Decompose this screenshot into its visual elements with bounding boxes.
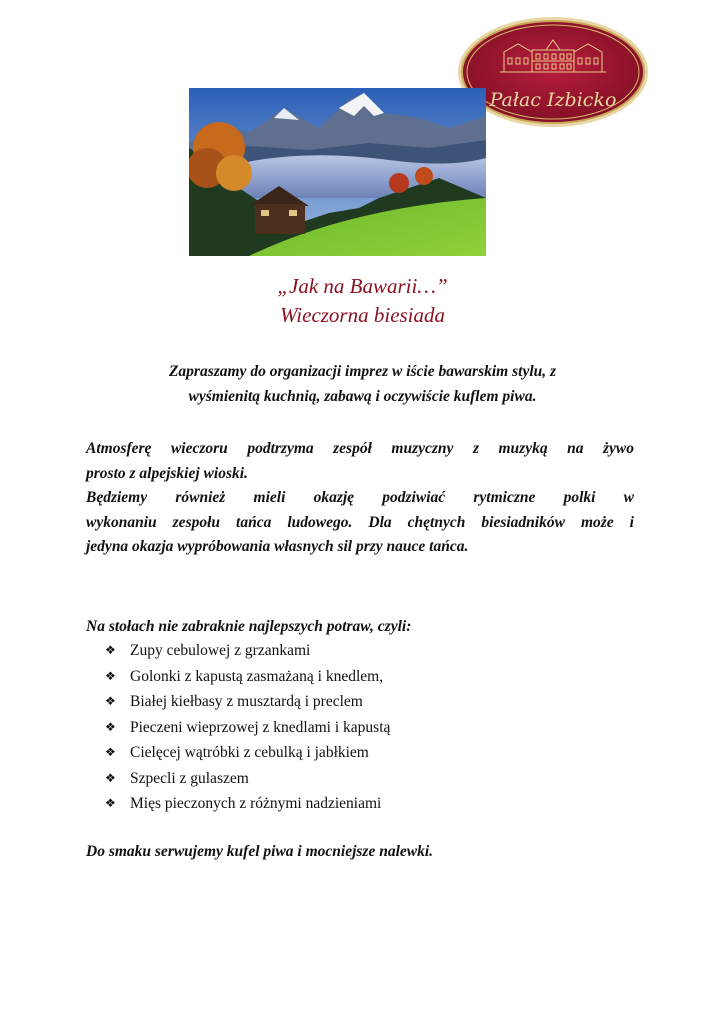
menu-heading: Na stołach nie zabraknie najlepszych potraw, czyli: xyxy=(86,618,412,635)
intro-line-1: Zapraszamy do organizacji imprez w iście bawarskim stylu, z xyxy=(168,363,557,380)
list-item xyxy=(105,766,390,792)
list-item xyxy=(105,689,390,715)
list-item xyxy=(105,740,390,766)
description-line: Będziemy również mieli okazję podziwiać rytmiczne polki w xyxy=(86,489,634,506)
description-line: jedyna okazja wypróbowania własnych sil przy nauce tańca. xyxy=(86,538,469,555)
menu-item-label: Szpecli z gulaszem xyxy=(130,769,249,787)
closing-line: Do smaku serwujemy kufel piwa i mocniejsze nalewki. xyxy=(86,843,434,860)
diamond-bullet-icon: ❖ xyxy=(105,719,116,734)
menu-item-label: Mięs pieczonych z różnymi nadzieniami xyxy=(130,795,382,812)
menu-list xyxy=(105,638,390,817)
event-subtitle: Wieczorna biesiada xyxy=(279,303,446,327)
list-item xyxy=(105,791,390,817)
diamond-bullet-icon: ❖ xyxy=(105,643,116,657)
menu-item-label: Cielęcej wątróbki z cebulką i jabłkiem xyxy=(130,744,369,761)
diamond-bullet-icon: ❖ xyxy=(105,745,116,759)
description-line: prosto z alpejskiej wioski. xyxy=(86,464,248,482)
list-item xyxy=(105,638,390,664)
menu-item-label: Białej kiełbasy z musztardą i preclem xyxy=(130,693,363,710)
description-paragraph xyxy=(86,437,634,560)
description-line: Atmosferę wieczoru podtrzyma zespół muzyczny z muzyką na żywo xyxy=(86,440,634,457)
menu-item-label: Zupy cebulowej z grzankami xyxy=(130,642,311,659)
event-title: „Jak na Bawarii…” xyxy=(277,274,448,298)
diamond-bullet-icon: ❖ xyxy=(105,694,116,708)
list-item xyxy=(105,715,390,741)
alpine-landscape-photo xyxy=(189,88,486,256)
menu-item-label: Pieczeni wieprzowej z knedlami i kapustą xyxy=(130,718,391,736)
diamond-bullet-icon: ❖ xyxy=(105,668,116,683)
diamond-bullet-icon: ❖ xyxy=(105,796,116,810)
logo-text: Pałac Izbicko xyxy=(489,89,617,111)
list-item xyxy=(105,664,390,690)
description-line: wykonaniu zespołu tańca ludowego. Dla chętnych biesiadników może i xyxy=(86,513,634,531)
menu-item-label: Golonki z kapustą zasmażaną i knedlem, xyxy=(130,667,384,685)
diamond-bullet-icon: ❖ xyxy=(105,770,116,785)
intro-line-2: wyśmienitą kuchnią, zabawą i oczywiście kuflem piwa. xyxy=(188,388,537,405)
